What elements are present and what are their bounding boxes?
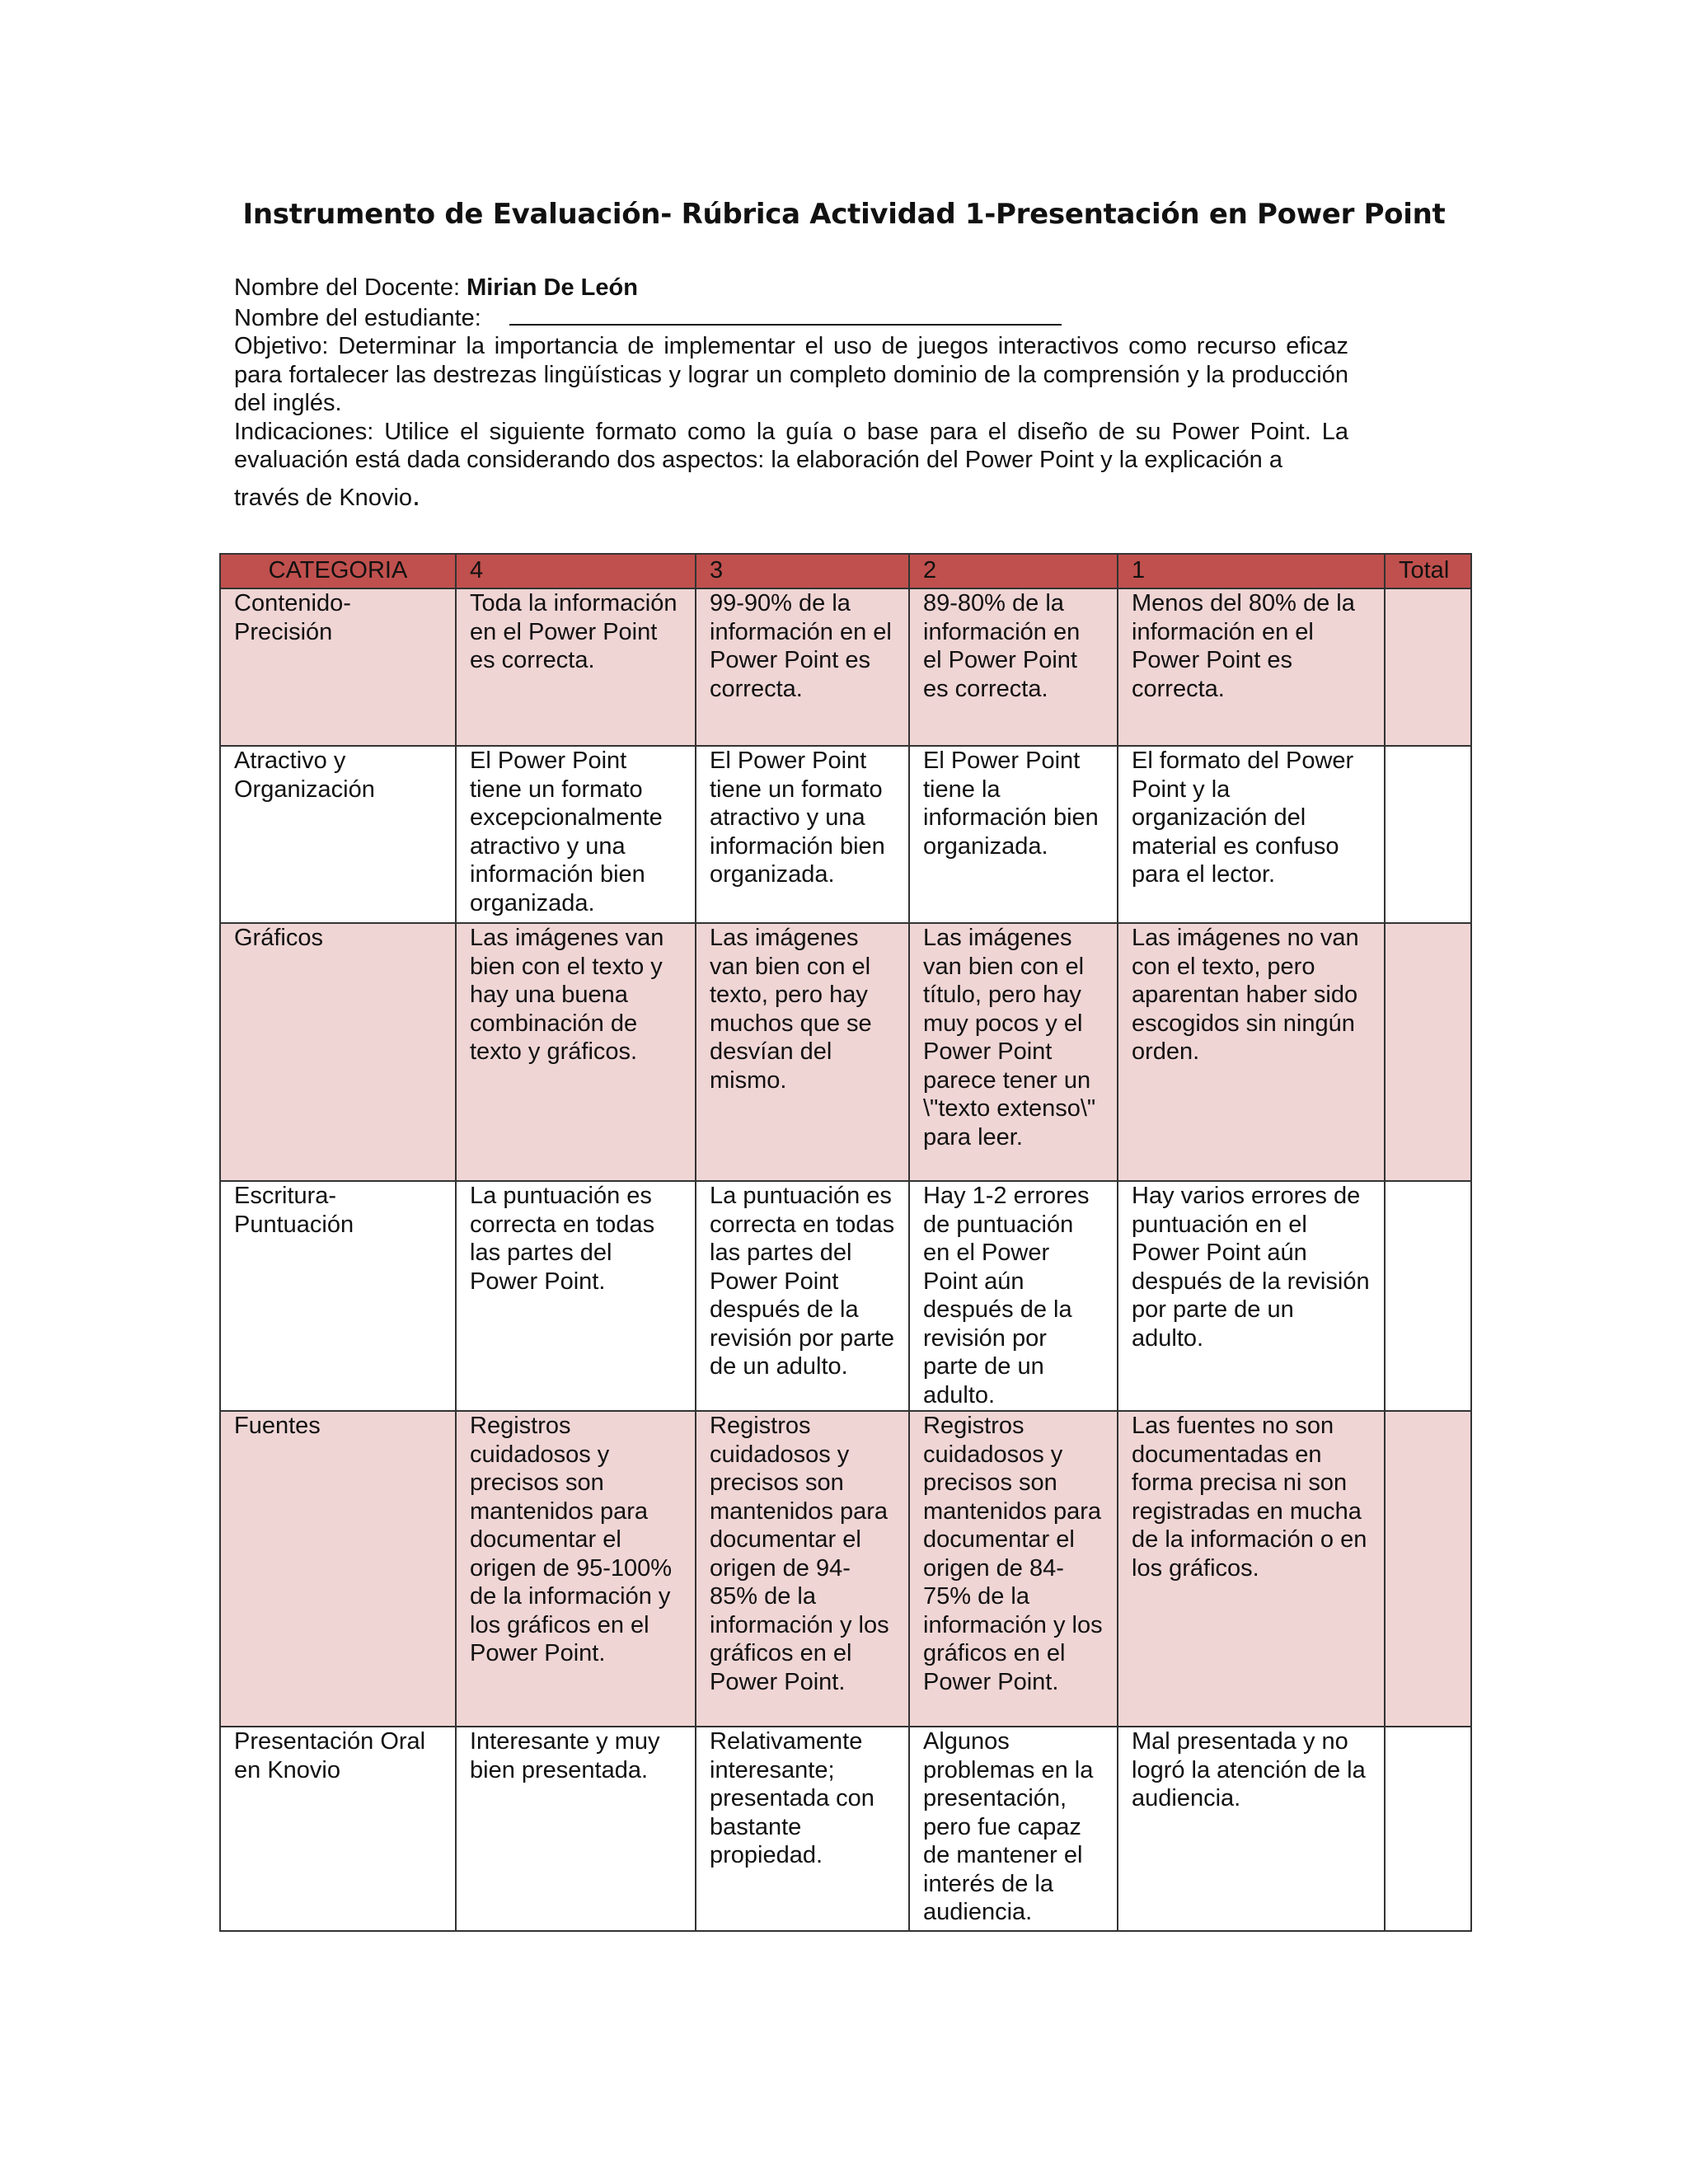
category-cell: Fuentes — [220, 1411, 456, 1727]
indicaciones-end: través de Knovio — [234, 484, 413, 511]
total-cell[interactable] — [1385, 923, 1471, 1181]
total-cell[interactable] — [1385, 1181, 1471, 1411]
score-1-cell: Las imágenes no van con el texto, pero aparentan haber sido escogidos sin ningún orden. — [1118, 923, 1385, 1181]
category-cell: Atractivo y Organización — [220, 746, 456, 923]
indicaciones-paragraph: Indicaciones: Utilice el siguiente formato como la guía o base para el diseño de su Power Point. La evaluación está dada considerando dos aspectos: la elaboración del Power Point y la explicación a — [234, 418, 1348, 473]
objetivo-paragraph: Objetivo: Determinar la importancia de implementar el uso de juegos interactivos como recurso eficaz para fortalecer las destrezas lingüísticas y lograr un completo dominio de la comprensión y la producción del inglés. — [234, 333, 1348, 416]
docente-line — [234, 274, 1348, 302]
score-2-cell: El Power Point tiene la información bien organizada. — [909, 746, 1118, 923]
score-4-cell: Toda la información en el Power Point es correcta. — [456, 588, 696, 746]
docente-name: Mirian De León — [467, 274, 638, 301]
table-row — [220, 1411, 1471, 1727]
category-cell: Gráficos — [220, 923, 456, 1181]
score-3-cell: Relativamente interesante; presentada con bastante propiedad. — [696, 1727, 909, 1931]
category-cell: Contenido-Precisión — [220, 588, 456, 746]
header-score-2: 2 — [909, 554, 1118, 588]
score-4-cell: La puntuación es correcta en todas las partes del Power Point. — [456, 1181, 696, 1411]
category-cell: Presentación Oral en Knovio — [220, 1727, 456, 1931]
category-cell: Escritura-Puntuación — [220, 1181, 456, 1411]
score-1-cell: El formato del Power Point y la organización del material es confuso para el lector. — [1118, 746, 1385, 923]
estudiante-blank-line — [509, 302, 1062, 326]
table-row — [220, 1181, 1471, 1411]
total-cell[interactable] — [1385, 1411, 1471, 1727]
table-row — [220, 746, 1471, 923]
indicaciones-dot: . — [412, 477, 421, 512]
score-1-cell: Hay varios errores de puntuación en el Power Point aún después de la revisión por parte de un adulto. — [1118, 1181, 1385, 1411]
table-row — [220, 923, 1471, 1181]
estudiante-label: Nombre del estudiante: — [234, 304, 481, 331]
score-2-cell: Las imágenes van bien con el título, pero hay muy pocos y el Power Point parece tener un \"texto extenso\" para leer. — [909, 923, 1118, 1181]
score-1-cell: Las fuentes no son documentadas en forma precisa ni son registradas en mucha de la información o en los gráficos. — [1118, 1411, 1385, 1727]
score-1-cell: Menos del 80% de la información en el Power Point es correcta. — [1118, 588, 1385, 746]
total-cell[interactable] — [1385, 1727, 1471, 1931]
score-3-cell: El Power Point tiene un formato atractivo y una información bien organizada. — [696, 746, 909, 923]
docente-label: Nombre del Docente: — [234, 274, 467, 301]
table-row — [220, 588, 1471, 746]
header-score-1: 1 — [1118, 554, 1385, 588]
score-4-cell: El Power Point tiene un formato excepcionalmente atractivo y una información bien organizada. — [456, 746, 696, 923]
document-title: Instrumento de Evaluación- Rúbrica Actividad 1-Presentación en Power Point — [242, 198, 1446, 231]
document-info — [234, 274, 1348, 512]
score-3-cell: Las imágenes van bien con el texto, pero hay muchos que se desvían del mismo. — [696, 923, 909, 1181]
header-total: Total — [1385, 554, 1471, 588]
score-2-cell: Algunos problemas en la presentación, pero fue capaz de mantener el interés de la audiencia. — [909, 1727, 1118, 1931]
score-2-cell: Registros cuidadosos y precisos son mantenidos para documentar el origen de 84-75% de la información y los gráficos en el Power Point. — [909, 1411, 1118, 1727]
score-4-cell: Las imágenes van bien con el texto y hay una buena combinación de texto y gráficos. — [456, 923, 696, 1181]
score-4-cell: Interesante y muy bien presentada. — [456, 1727, 696, 1931]
score-1-cell: Mal presentada y no logró la atención de la audiencia. — [1118, 1727, 1385, 1931]
score-2-cell: Hay 1-2 errores de puntuación en el Power Point aún después de la revisión por parte de un adulto. — [909, 1181, 1118, 1411]
score-3-cell: Registros cuidadosos y precisos son mantenidos para documentar el origen de 94-85% de la información y los gráficos en el Power Point. — [696, 1411, 909, 1727]
rubric-table — [219, 553, 1472, 1932]
header-score-3: 3 — [696, 554, 909, 588]
header-score-4: 4 — [456, 554, 696, 588]
score-3-cell: La puntuación es correcta en todas las partes del Power Point después de la revisión por parte de un adulto. — [696, 1181, 909, 1411]
estudiante-line — [234, 302, 1348, 333]
score-3-cell: 99-90% de la información en el Power Point es correcta. — [696, 588, 909, 746]
score-2-cell: 89-80% de la información en el Power Point es correcta. — [909, 588, 1118, 746]
table-row — [220, 1727, 1471, 1931]
score-4-cell: Registros cuidadosos y precisos son mantenidos para documentar el origen de 95-100% de la información y los gráficos en el Power Point. — [456, 1411, 696, 1727]
rubric-header-row — [220, 554, 1471, 588]
indicaciones-end-line — [234, 477, 1348, 513]
total-cell[interactable] — [1385, 588, 1471, 746]
header-categoria: CATEGORIA — [220, 554, 456, 588]
total-cell[interactable] — [1385, 746, 1471, 923]
